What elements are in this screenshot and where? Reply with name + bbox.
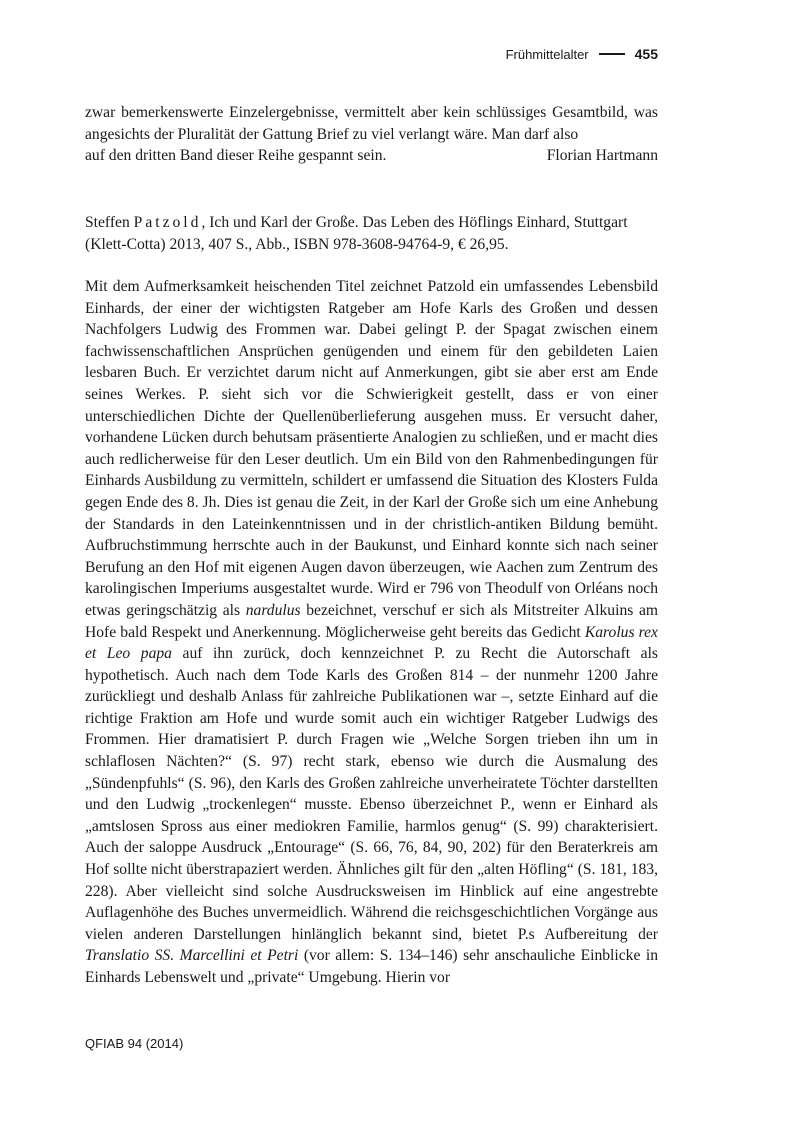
author-last-name: Patzold [133, 214, 202, 231]
reviewer-signature: Florian Hartmann [546, 147, 658, 165]
header-rule [599, 53, 625, 55]
review-text-2: bezeichnet, verschuf er sich als Mitstreiter Alkuins am Hofe bald Respekt und Anerkennung. Möglicherweise geht bereits das Gedicht [85, 601, 659, 641]
previous-review-final-sentence: auf den dritten Band dieser Reihe gespannt sein. [85, 147, 387, 165]
review-body [85, 276, 658, 989]
review-italic-translatio: Translatio SS. Marcellini et Petri [85, 947, 299, 965]
review-text-4: (vor allem: S. 134–146) sehr anschauliche Einblicke in Einhards Lebenswelt und „private“ Umgebung. Hierin vor [85, 947, 658, 986]
running-head [506, 44, 658, 64]
review-text-3: auf ihn zurück, doch kennzeichnet P. zu Recht die Autorschaft als hypothetisch. Auch nach dem Tode Karls des Großen 814 – der nunmehr 1200 Jahre zurückliegt und deshalb Anlass für zahlreiche Publikationen war –, setzte Einhard auf die richtige Fraktion am Hofe und wurde somit auch ein wichtiger Ratgeber Ludwigs des Frommen. Hier dramatisiert P. durch Fragen wie „Welche Sorgen trieben ihn um in schlaflosen Nächten?“ (S. 97) recht stark, ebenso wie durch die Ausmalung des „Sündenpfuhls“ (S. 96), den Karls des Großen zahlreiche unverheiratete Töchter darstellten und den Ludwig „trockenlegen“ musste. Ebenso überzeichnet P., wenn er Einhard als „amtslosen Spross aus einer mediokren Familie, harmlos genug“ (S. 99) charakterisiert. Auch der saloppe Ausdruck „Entourage“ (S. 66, 76, 84, 90, 202) für den Beraterkreis am Hof sollte nicht überstrapaziert werden. Ähnliches gilt für den „alten Höfling“ (S. 181, 183, 228). Aber vielleicht sind solche Ausdrucksweisen im Hinblick auf eine angestrebte Auflagenhöhe des Buches unvermeidlich. Während die reichsgeschichtlichen Vorgänge aus vielen anderen Darstellungen hinlänglich bekannt sind, bietet P.s Aufbereitung der [85, 645, 658, 943]
author-first-name: Steffen [85, 214, 130, 231]
previous-review-last-line [85, 145, 658, 167]
review-italic-nardulus: nardulus [245, 601, 301, 619]
previous-review-text: zwar bemerkenswerte Einzelergebnisse, vermittelt aber kein schlüssiges Gesamtbild, was angesichts der Pluralität der Gattung Brief zu viel verlangt wäre. Man darf also [85, 104, 658, 143]
page-number: 455 [634, 46, 658, 62]
citation-details: , Ich und Karl der Große. Das Leben des Höflings Einhard, Stuttgart (Klett-Cotta) 2013, 407 S., Abb., ISBN 978-3608-94764-9, € 26,95. [85, 214, 628, 253]
review-text-1: Mit dem Aufmerksamkeit heischenden Titel zeichnet Patzold ein umfassendes Lebensbild Einhards, der einer der wichtigsten Ratgeber am Hofe Karls des Großen und dessen Nachfolgers Ludwig des Frommen war. Dabei gelingt P. der Spagat zwischen einem fachwissenschaftlichen Ansprüchen genügenden und einem für den gebildeten Laien lesbaren Buch. Er verzichtet darum nicht auf Anmerkungen, gibt sie aber erst am Ende seines Werkes. P. sieht sich vor die Schwierigkeit gestellt, dass er von einer unterschiedlichen Dichte der Quellenüberlieferung ausgehen muss. Er versucht daher, vorhandene Lücken durch behutsam präsentierte Analogien zu schließen, und er macht dies auch redlicherweise für den Leser deutlich. Um ein Bild von den Rahmenbedingungen für Einhards Ausbildung zu vermitteln, schildert er umfassend die Situation des Klosters Fulda gegen Ende des 8. Jh. Dies ist genau die Zeit, in der Karl der Große sich um eine Anhebung der Standards in den Lateinkenntnissen und in der christlich-antiken Bildung bemüht. Aufbruchstimmung herrschte auch in der Baukunst, und Einhard konnte sich nach seiner Berufung an den Hof mit eigenen Augen davon überzeugen, wie Aachen zum Zentrum des karolingischen Imperiums ausgestaltet wurde. Wird er 796 von Theodulf von Orléans noch etwas geringschätzig als [85, 278, 658, 619]
book-citation [85, 212, 658, 255]
previous-review-ending [85, 102, 658, 167]
journal-footer: QFIAB 94 (2014) [85, 1036, 184, 1051]
section-title: Frühmittelalter [505, 46, 589, 62]
review-italic-poem-title: Karolus rex et Leo papa [85, 623, 658, 663]
